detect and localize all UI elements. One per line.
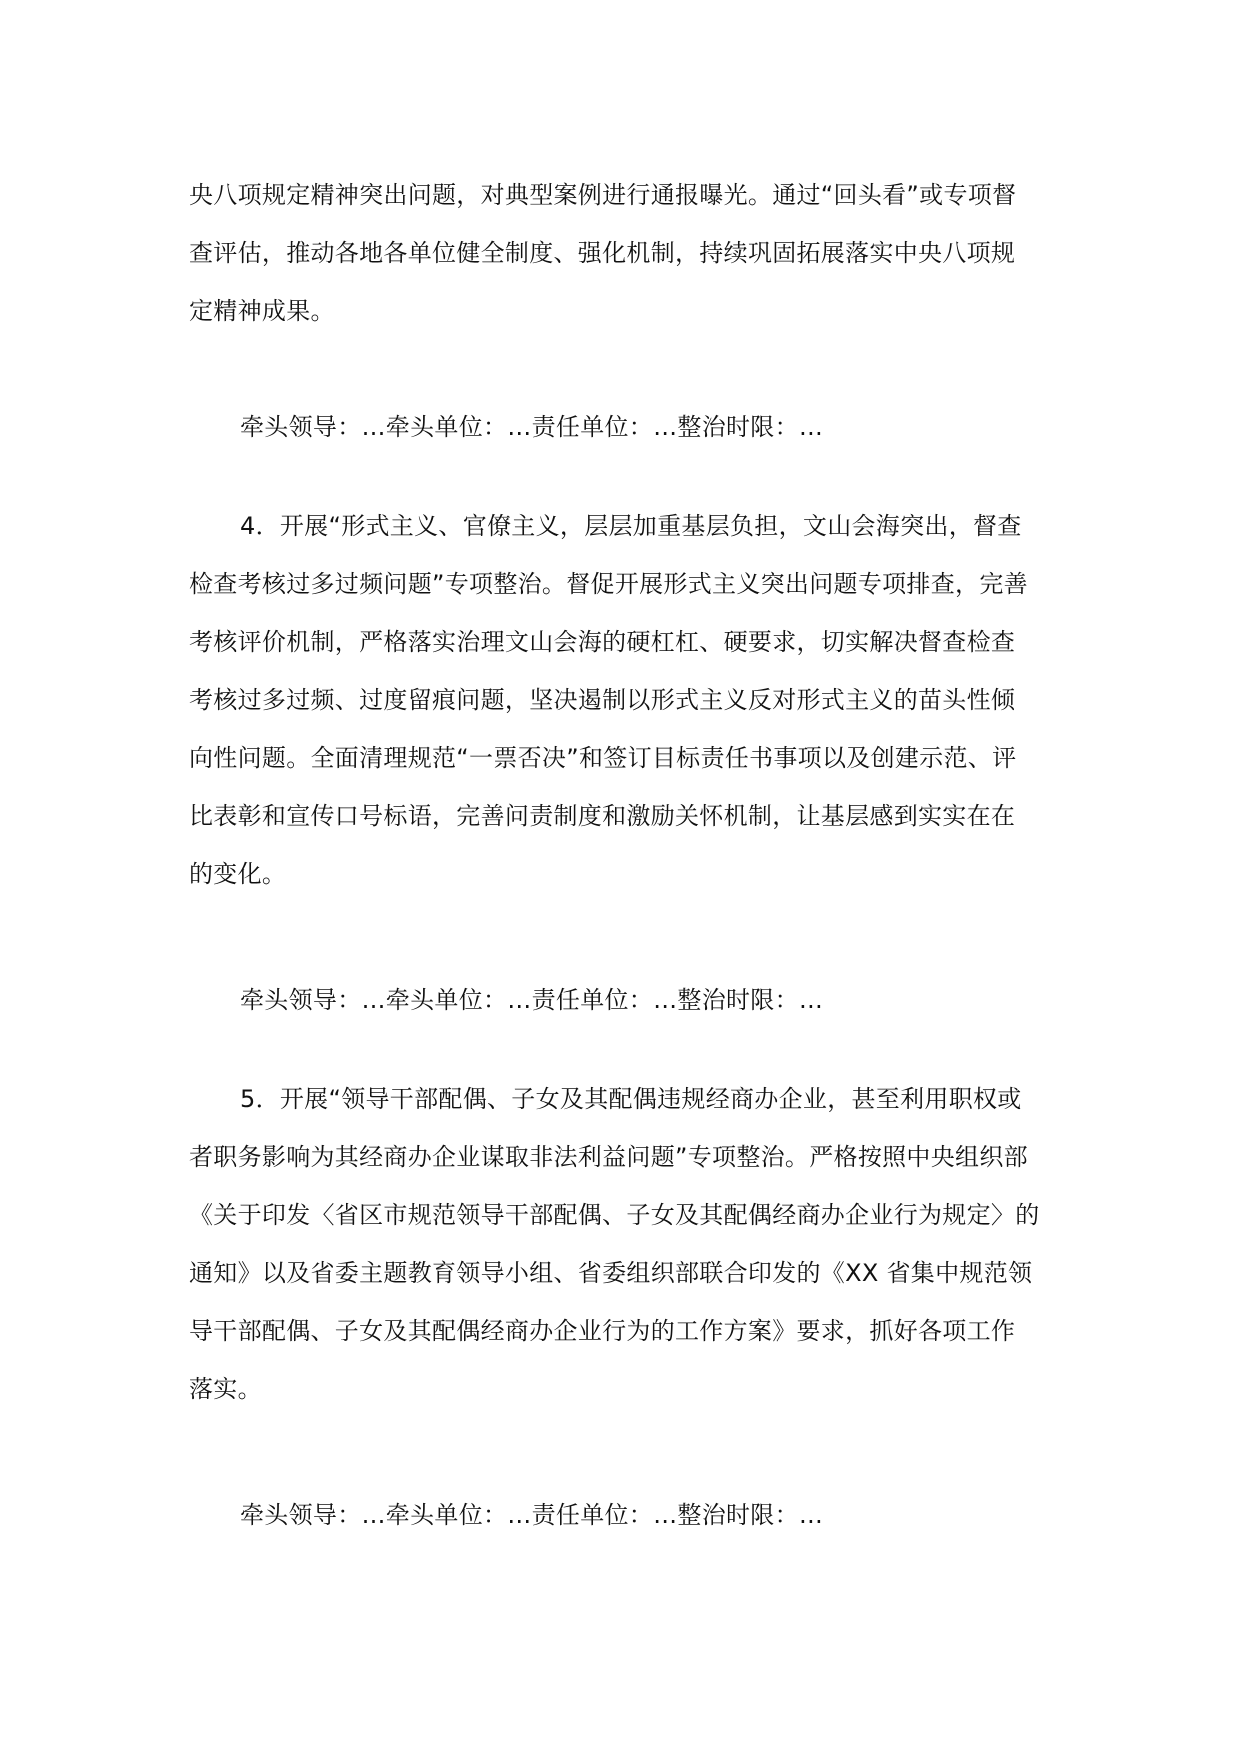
text-line: 向性问题。全面清理规范“一票否决”和签订目标责任书事项以及创建示范、评 xyxy=(189,744,1017,772)
text-line: 牵头领导：…牵头单位：…责任单位：…整治时限：… xyxy=(240,986,824,1014)
text-line: 的变化。 xyxy=(189,860,287,888)
text-line: 导干部配偶、子女及其配偶经商办企业行为的工作方案》要求，抓好各项工作 xyxy=(189,1317,1016,1345)
text-line: 定精神成果。 xyxy=(189,297,335,325)
text-line: 考核评价机制，严格落实治理文山会海的硬杠杠、硬要求，切实解决督查检查 xyxy=(189,628,1016,656)
text-line: 落实。 xyxy=(189,1375,262,1403)
text-line: 检查考核过多过频问题”专项整治。督促开展形式主义突出问题专项排查，完善 xyxy=(189,570,1028,598)
text-line: 通知》以及省委主题教育领导小组、省委组织部联合印发的《XX 省集中规范领 xyxy=(189,1259,1033,1287)
text-line: 《关于印发〈省区市规范领导干部配偶、子女及其配偶经商办企业行为规定〉的 xyxy=(189,1201,1040,1229)
text-line: 5．开展“领导干部配偶、子女及其配偶违规经商办企业，甚至利用职权或 xyxy=(240,1085,1022,1113)
text-line: 4．开展“形式主义、官僚主义，层层加重基层负担，文山会海突出，督查 xyxy=(240,512,1022,540)
text-line: 比表彰和宣传口号标语，完善问责制度和激励关怀机制，让基层感到实实在在 xyxy=(189,802,1016,830)
text-line: 考核过多过频、过度留痕问题，坚决遏制以形式主义反对形式主义的苗头性倾 xyxy=(189,686,1016,714)
text-line: 查评估，推动各地各单位健全制度、强化机制，持续巩固拓展落实中央八项规 xyxy=(189,239,1016,267)
text-line: 央八项规定精神突出问题，对典型案例进行通报曝光。通过“回头看”或专项督 xyxy=(189,181,1017,209)
text-line: 者职务影响为其经商办企业谋取非法利益问题”专项整治。严格按照中央组织部 xyxy=(189,1143,1028,1171)
text-line: 牵头领导：…牵头单位：…责任单位：…整治时限：… xyxy=(240,413,824,441)
text-line: 牵头领导：…牵头单位：…责任单位：…整治时限：… xyxy=(240,1501,824,1529)
